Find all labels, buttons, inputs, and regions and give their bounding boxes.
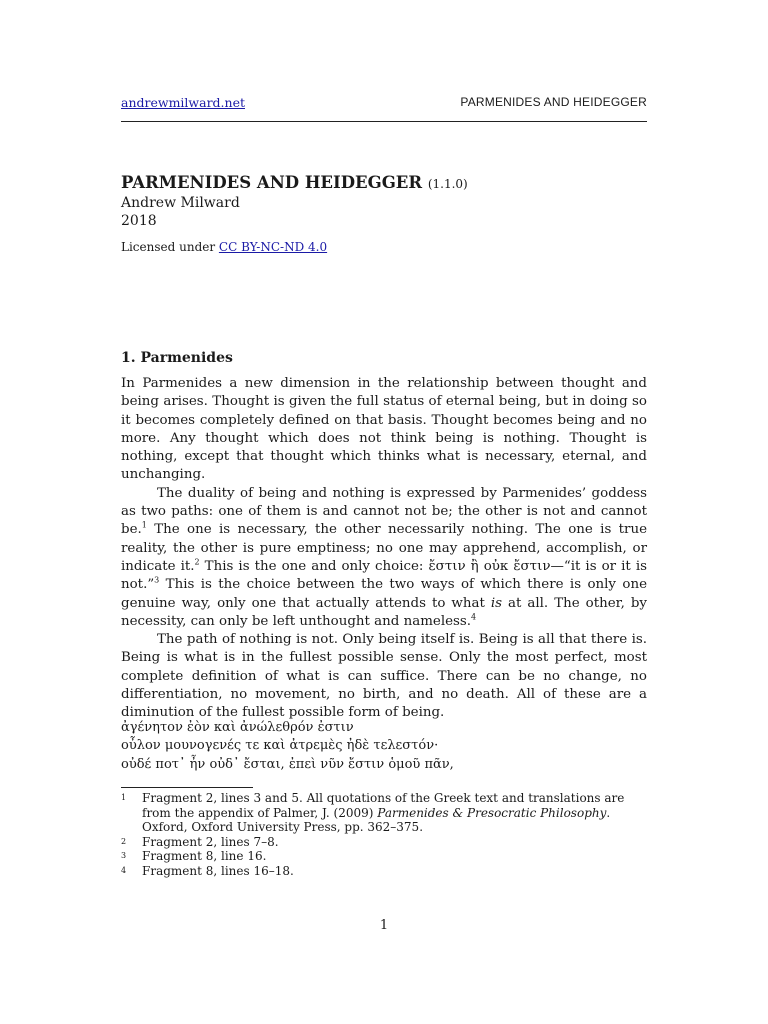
- footnote-3: [121, 849, 647, 864]
- license-prefix: Licensed under: [121, 240, 219, 254]
- title-block: [121, 173, 647, 230]
- footnote-text-a: Fragment 2, lines 3 and 5. All quotations of the Greek text and translations are from the appendix of Palmer, J. (2009): [142, 791, 625, 820]
- page-header: [121, 95, 647, 122]
- p2-emphasis: is: [490, 595, 503, 611]
- license-link[interactable]: CC BY-NC-ND 4.0: [218, 240, 328, 254]
- footnote-ref-1[interactable]: 1: [141, 520, 147, 530]
- page-number: 1: [379, 918, 389, 933]
- paragraph-3: The path of nothing is not. Only being itself is. Being is all that there is. Being is what is in the fullest possible sense. Only the most perfect, most complete definition of what is can suffice. There can be no change, no differentiation, no movement, no birth, and no death. All of these are a diminution of the fullest possible form of being.: [121, 632, 647, 721]
- footnote-text: [142, 791, 647, 835]
- section-heading: 1. Parmenides: [121, 350, 233, 366]
- footnote-number: 3: [121, 851, 127, 861]
- greek-line: οὖλον μουνογενές τε καὶ ἀτρεμὲς ἠδὲ τελεστόν·: [121, 738, 439, 754]
- body-text: [121, 375, 647, 723]
- document-title-line: [121, 173, 647, 194]
- document-title: PARMENIDES AND HEIDEGGER: [121, 173, 423, 192]
- footnote-text-b: . Oxford, Oxford University Press, pp. 362–375.: [142, 805, 611, 835]
- footnote-1: [121, 791, 647, 835]
- p2-text-d: This is the choice between the two ways of which there is only one genuine way, only one that actually attends to what: [121, 577, 647, 611]
- running-title: PARMENIDES AND HEIDEGGER: [460, 95, 647, 109]
- footnote-number: 1: [121, 793, 127, 802]
- footnote-text: Fragment 2, lines 7–8.: [142, 834, 279, 849]
- footnote-4: [121, 864, 647, 879]
- author-name: Andrew Milward: [121, 195, 240, 211]
- footnotes: [121, 791, 647, 879]
- p2-text-b: The one is necessary, the other necessarily nothing. The one is true reality, the other is pure emptiness; no one may apprehend, accomplish, or indicate it.: [121, 522, 647, 574]
- footnote-text: Fragment 8, line 16.: [142, 849, 267, 864]
- footnote-number: 2: [121, 836, 127, 846]
- footnote-2: [121, 835, 647, 850]
- greek-line: οὐδέ ποτ᾽ ἦν οὐδ᾽ ἔσται, ἐπεὶ νῦν ἔστιν ὁμοῦ πᾶν,: [121, 756, 454, 772]
- footnote-ref-3[interactable]: 3: [154, 575, 160, 585]
- p2-text-c: This is the one and only choice: ἔστιν ἢ οὐκ ἔστιν—“it is or it is not.”: [121, 558, 647, 593]
- greek-quote: [121, 719, 647, 774]
- footnote-text: Fragment 8, lines 16–18.: [142, 863, 294, 878]
- license-line: [121, 240, 327, 254]
- p2-text-e: at all. The other, by necessity, can only be left unthought and nameless.: [121, 595, 648, 629]
- footnote-divider: [121, 787, 253, 788]
- publication-year: 2018: [121, 213, 157, 229]
- footnote-book-title: Parmenides & Presocratic Philosophy: [377, 805, 607, 820]
- paragraph-2: [121, 485, 647, 631]
- document-version: (1.1.0): [427, 177, 468, 191]
- footnote-ref-4[interactable]: 4: [471, 612, 477, 622]
- paragraph-1: In Parmenides a new dimension in the relationship between thought and being arises. Thought is given the full status of eternal being, but in doing so it becomes completely defined on that basis. Thought becomes being and no more. Any thought which does not think being is nothing. Thought is nothing, except that thought which thinks what is necessary, eternal, and unchanging.: [121, 376, 647, 483]
- footnote-ref-2[interactable]: 2: [194, 557, 200, 567]
- footnote-number: 4: [121, 865, 127, 875]
- site-link[interactable]: andrewmilward.net: [121, 95, 245, 110]
- greek-line: ἀγένητον ἐὸν καὶ ἀνώλεθρόν ἐστιν: [121, 720, 354, 735]
- p2-text-a: The duality of being and nothing is expressed by Parmenides’ goddess as two paths: one of them is and cannot not be; the other is not and cannot be.: [121, 485, 647, 538]
